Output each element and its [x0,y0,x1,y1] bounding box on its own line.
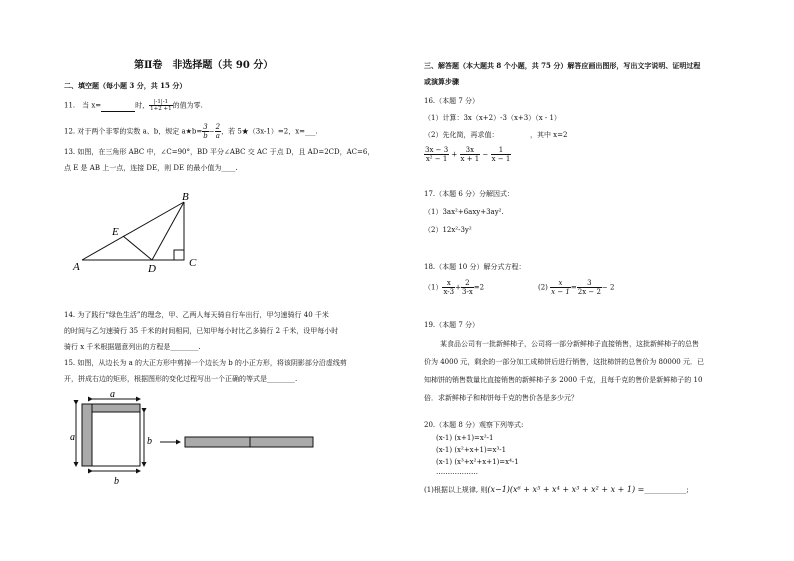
q18-part-1 [424,279,484,296]
q18-p2-post: − 2 [601,283,615,292]
q16-fraction-3: $\frac{1}{x - 1}$ [491,146,511,163]
q15-line-2: 开，拼成右边的矩形，根据图形的变化过程写出一个正确的等式是________. [64,375,298,383]
q12-minus: − [208,127,215,136]
q18-p2-fraction-1: $\frac{x}{x - 1}$ [551,279,570,296]
q18-p1-post: =2 [473,283,485,292]
q16-plus: + [451,150,458,159]
q20-part-1 [424,485,689,495]
q18-p2-eq: = [570,283,577,292]
q12-pre: 12. 对于两个非零的实数 a、b，规定 a★b= [64,127,203,136]
q20-p1-end: ; [686,486,689,494]
q18-p2-fraction-2: $\frac{3}{2x - 2}$ [577,279,601,296]
q16-head: 16.（本题 7 分） [424,97,480,105]
q18-p1-fraction-2: $\frac{2}{3-x}$ [462,279,473,296]
q18-p2-pre: (2) [538,283,548,292]
q18-part-2 [538,279,614,296]
page-title: 第Ⅱ卷 非选择题（共 90 分） [134,60,274,71]
label-D: D [148,263,156,275]
q20-dots: ……………… [436,468,478,476]
q20-p1-pre: (1)根据以上规律, 则 [424,486,488,494]
q19-line-3: 知柿饼的销售数量比直接销售的新鲜柿子多 2000 千克，且每千克的售价是新鲜柿子的 10 [424,376,703,384]
q14-line-2: 的时间与乙匀速骑行 35 千米的时间相同，已知甲每小时比乙多骑行 2 千米，设甲每小时 [64,327,339,335]
q17-head: 17.（本题 6 分）分解因式： [424,190,515,198]
q20-equation-3: (x-1) (x³+x²+x+1)=x⁴-1 [436,458,519,466]
section-3-heading-line-2: 或演算步骤 [424,77,459,86]
q13-line-2: 点 E 是 AB 上一点，连接 DE，则 DE 的最小值为____. [64,164,238,172]
q17-part-1: （1）3ax²+6axy+3ay². [424,208,504,216]
label-C: C [189,257,197,269]
label-E: E [112,226,119,238]
q11-pre: 11. 当 x= [64,101,102,110]
label-a-top: a [110,389,115,400]
q18-p1-pre: （1） [424,283,443,292]
q16-fraction-1: $\frac{3x - 3}{\text{x² − 1}}$ [425,146,449,163]
q12-post: ，若 5★（3x-1）=2，x=___. [221,127,318,136]
q14-line-3: 骑行 x 千米根据题意列出的方程是________. [64,343,201,351]
section-2-heading: 二、填空题（每小题 3 分，共 15 分） [64,81,187,90]
q17-part-2: （2）12x²-3y² [424,226,472,234]
q16-minus: − [482,150,489,159]
q11-mid: 时， [135,101,150,110]
q20-equation-1: (x-1) (x+1)=x²-1 [436,434,494,442]
q11-post: 的值为零. [172,101,203,110]
q12-fraction-1: $\frac{3}{b}$ [203,123,208,140]
q14-line-1: 14. 为了践行“绿色生活”的理念，甲、乙两人每天骑自行车出行，甲匀速骑行 40 千米 [64,311,329,319]
q19-line-4: 倍．求新鲜柿子和柿饼每千克的售价各是多少元？ [424,394,578,402]
q19-head: 19.（本题 7 分） [424,321,480,329]
q19-line-1: 某食品公司有一批新鲜柿子，公司将一部分新鲜柿子直接销售，这批新鲜柿子的总售 [440,340,699,348]
q18-p1-fraction-1: $\frac{x}{x-3}$ [443,279,455,296]
q20-p1-expression: (x−1)(x⁶ + x⁵ + x⁴ + x³ + x² + x + 1) = [487,485,645,494]
q15-line-1: 15. 如图，从边长为 a 的大正方形中剪掉一个边长为 b 的小正方形，将该阴影部分沿虚线剪 [64,359,347,367]
label-b-bottom: b [114,476,119,487]
q13-line-1: 13. 如图，在三角形 ABC 中，∠C=90°，BD 平分∠ABC 交 AC 于点 D，且 AD=2CD，AC=6， [64,148,375,156]
q11-fraction: $\frac{|-1|-1}{1+2 +1}$ [150,99,172,112]
q18-head: 18.（本题 10 分）解分式方程： [424,263,526,271]
q16-part-1: （1）计算：3x（x+2）-3（x+3）（x - 1） [424,114,561,122]
q20-equation-2: (x-1) (x²+x+1)=x³-1 [436,446,507,454]
label-A: A [73,261,80,273]
q20-head: 20.（本题 8 分）观察下列等式: [424,421,524,429]
q16-fraction-2: $\frac{3x}{x + 1}$ [460,146,480,163]
q18-p1-plus: + [455,283,461,292]
label-B: B [182,191,189,203]
label-b-right: b [147,436,152,447]
q20-p1-blank: ____________ [644,486,687,494]
q19-line-2: 价为 4000 元，剩余的一部分加工成柿饼后进行销售，这批柿饼的总售价为 80000 元．已 [424,358,704,366]
q16-expression [424,146,511,163]
q12-fraction-2: $\frac{2}{a}$ [215,123,221,140]
section-3-heading-line-1: 三、解答题（本大题共 8 个小题，共 75 分）解答应画出图形，写出文字说明、证明过程 [424,61,701,70]
label-a-left: a [70,432,75,443]
q16-part-2: （2）先化简，再求值： ，其中 x=2 [424,131,568,139]
